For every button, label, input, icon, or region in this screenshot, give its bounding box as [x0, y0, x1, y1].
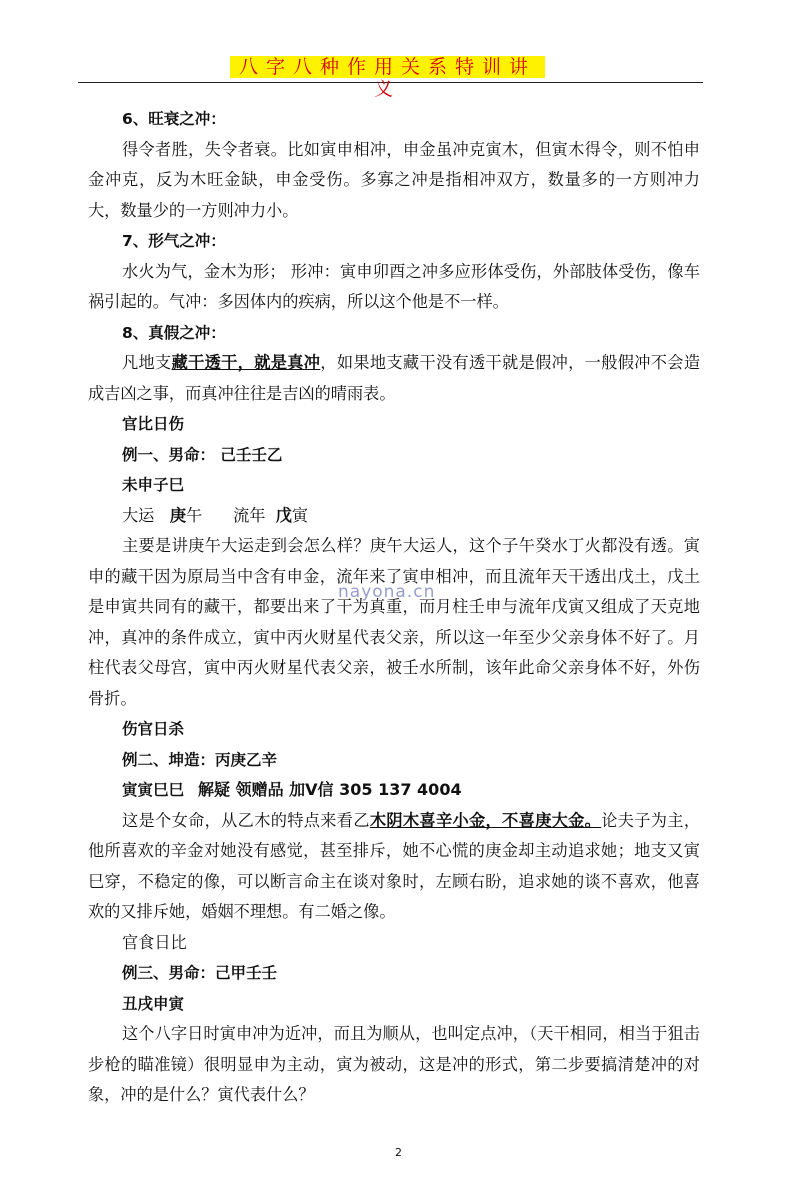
example-2-branches: 寅寅巳巳 [122, 781, 185, 799]
dayun-stem: 庚 [169, 505, 186, 525]
example-1-luck-line [88, 501, 700, 532]
example-1-branches: 未申子巳 [122, 476, 185, 494]
subheading-guan-shi-ri-bi: 官食日比 [122, 932, 187, 952]
example-2-branches-line [88, 775, 700, 806]
contact-note: 解疑 领赠品 加V信 305 137 4004 [198, 780, 462, 799]
dayun-label: 大运 [122, 505, 155, 525]
liunian-branch: 寅 [291, 505, 309, 525]
section-7-heading: 7、形气之冲： [122, 232, 226, 250]
subheading-guan-bi-ri-shang: 官比日伤 [122, 415, 185, 433]
section-8-body-prefix: 凡地支 [122, 353, 172, 372]
section-6-heading: 6、旺衰之冲： [122, 110, 226, 128]
dayun-branch: 午 [186, 505, 203, 525]
example-2-body-emphasis: 木阴木喜辛小金，不喜庚大金。 [369, 810, 602, 830]
section-8-body-emphasis: 藏干透干，就是真冲 [171, 353, 321, 372]
document-body [88, 104, 700, 1111]
section-8-body-suffix: ，如果地支藏干没有透干就是假冲，一般假冲不会造成吉凶之事，而真冲往往是吉凶的晴雨表。 [88, 353, 701, 403]
header-title: 八字八种作用关系特训讲义 [230, 56, 545, 78]
section-8-body [88, 348, 700, 409]
example-3-body: 这个八字日时寅申冲为近冲，而且为顺从，也叫定点冲，（天干相同，相当于狙击步枪的瞄准镜）很明显申为主动，寅为被动，这是冲的形式，第二步要搞清楚冲的对象，冲的是什么？寅代表什么？ [88, 1024, 700, 1104]
section-6-body: 得令者胜，失令者衰。比如寅申相冲，申金虽冲克寅木，但寅木得令，则不怕申金冲克，反为木旺金缺，申金受伤。多寡之冲是指相冲双方，数量多的一方则冲力大，数量少的一方则冲力小。 [88, 139, 700, 220]
example-3-branches: 丑戌申寅 [122, 994, 185, 1013]
watermark: nayona.cn [338, 582, 436, 602]
subheading-shang-guan-ri-sha: 伤官日杀 [122, 720, 185, 738]
page-number: 2 [395, 1146, 402, 1159]
section-7-body: 水火为气，金木为形； 形冲：寅申卯酉之冲多应形体受伤，外部肢体受伤，像车祸引起的。气冲：多因体内的疾病，所以这个他是不一样。 [88, 261, 700, 311]
example-2-body [88, 806, 700, 928]
liunian-label: 流年 [233, 505, 266, 525]
page-header [78, 54, 703, 100]
example-2-heading: 例二、坤造：丙庚乙辛 [122, 750, 278, 769]
example-2-body-suffix: 论夫子为主，他所喜欢的辛金对她没有感觉，甚至排斥，她不心慌的庚金却主动追求她；地支又寅巳穿，不稳定的像，可以断言命主在谈对象时，左顾右盼，追求她的谈不喜欢，他喜欢的又排斥她，婚姻不理想。有二婚之像。 [88, 810, 701, 921]
example-3-heading: 例三、男命：己甲壬壬 [122, 964, 278, 982]
example-1-body: 主要是讲庚午大运走到会怎么样？庚午大运人，这个子午癸水丁火都没有透。寅申的藏干因为原局当中含有申金，流年来了寅申相冲，而且流年天干透出戊土，戊土是申寅共同有的藏干，都要出来了干为真重，而月柱壬申与流年戊寅又组成了天克地冲，真冲的条件成立，寅中丙火财星代表父亲，所以这一年至少父亲身体不好了。月柱代表父母宫，寅中丙火财星代表父亲，被壬水所制，该年此命父亲身体不好，外伤骨折。 [88, 536, 700, 708]
section-8-heading: 8、真假之冲： [122, 323, 226, 342]
example-1-heading: 例一、男命： 己壬壬乙 [122, 445, 283, 464]
liunian-stem: 戊 [275, 505, 292, 525]
example-2-body-prefix: 这是个女命，从乙木的特点来看乙 [122, 810, 370, 830]
